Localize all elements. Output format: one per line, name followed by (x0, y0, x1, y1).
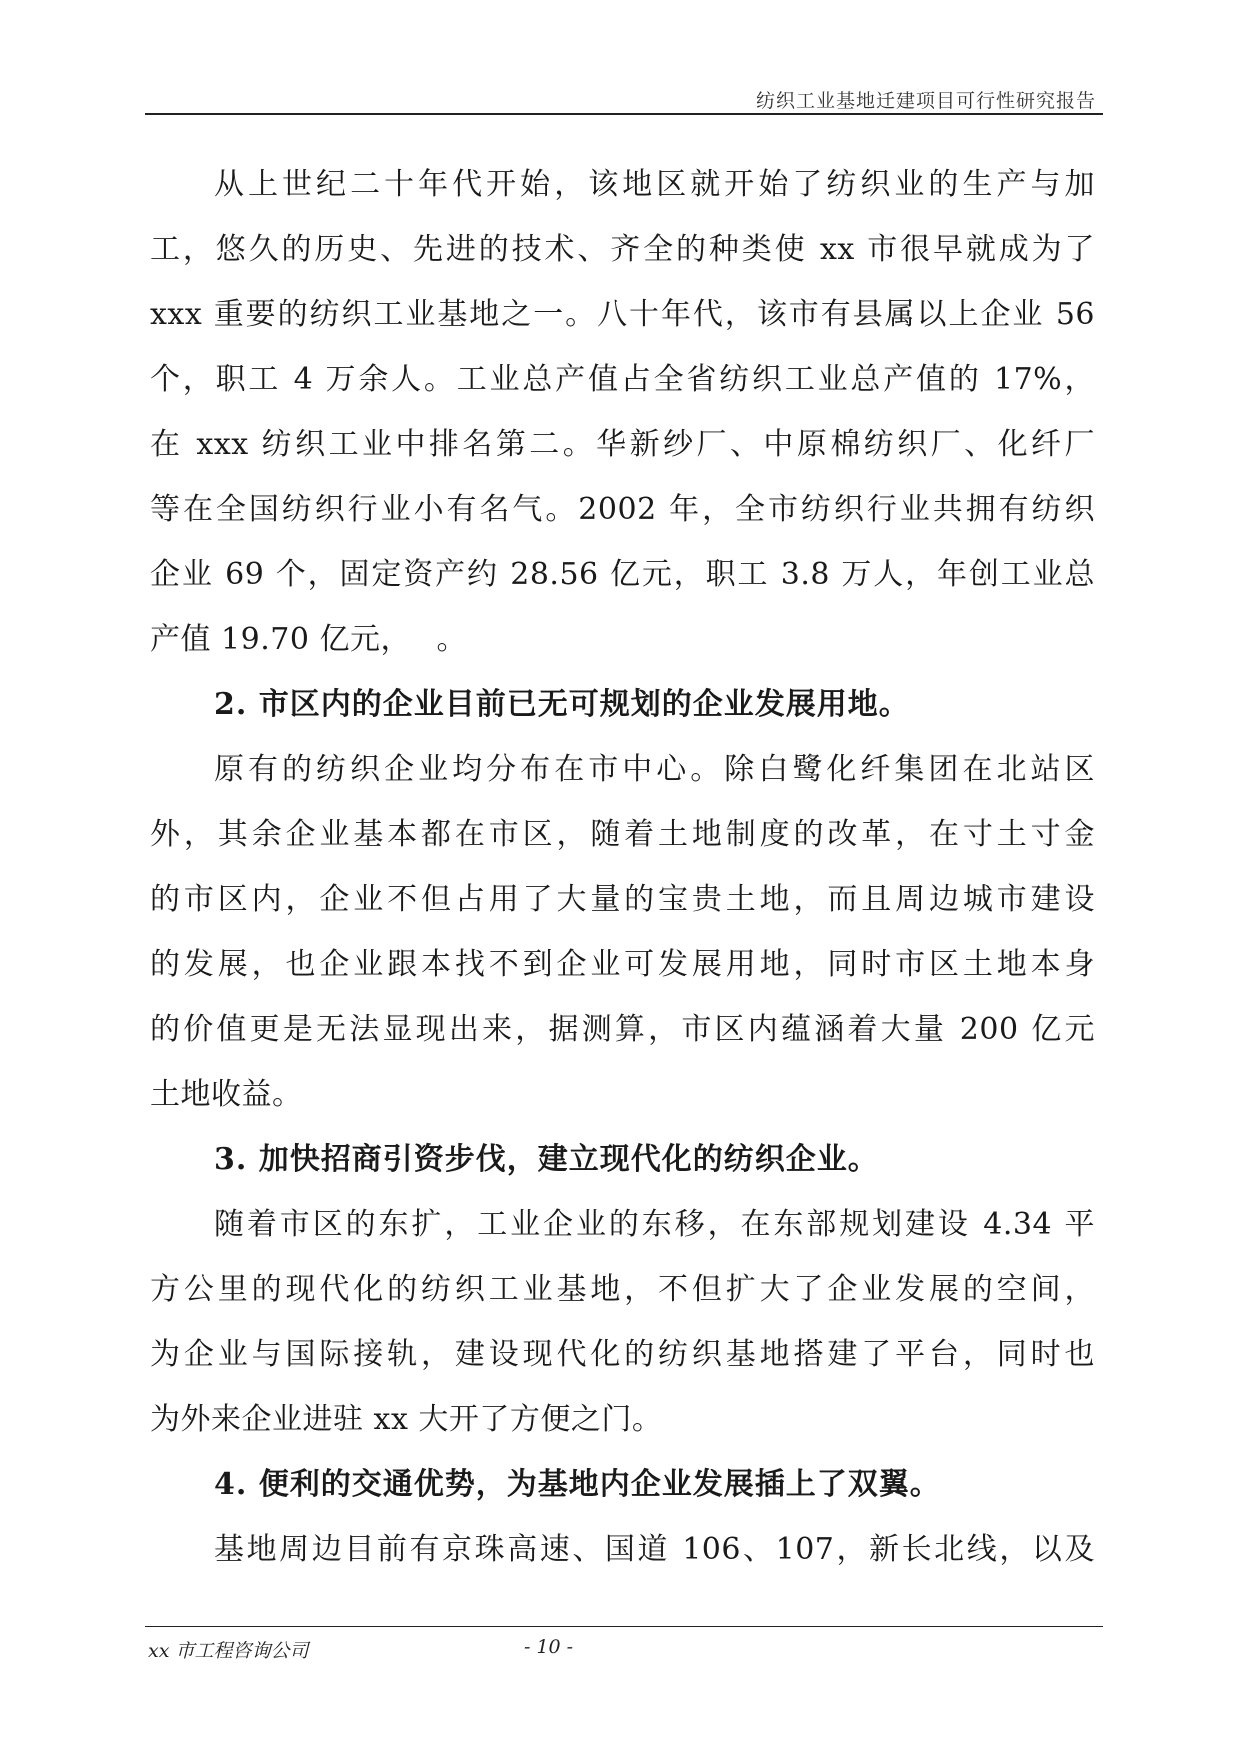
paragraph-line: 外，其余企业基本都在市区，随着土地制度的改革，在寸土寸金 (150, 817, 1095, 852)
footer-company: xx 市工程咨询公司 (148, 1640, 309, 1662)
paragraph-line: 的价值更是无法显现出来，据测算，市区内蕴涵着大量 200 亿元 (150, 1012, 1095, 1047)
paragraph-line: 企业 69 个，固定资产约 28.56 亿元，职工 3.8 万人，年创工业总 (150, 557, 1095, 592)
paragraph-line: 方公里的现代化的纺织工业基地，不但扩大了企业发展的空间， (150, 1272, 1095, 1307)
page-body (150, 152, 1095, 1582)
paragraph-line: 产值 19.70 亿元， 。 (150, 622, 467, 657)
paragraph-line: 的发展，也企业跟本找不到企业可发展用地，同时市区土地本身 (150, 947, 1095, 982)
footer-divider (145, 1626, 1103, 1627)
paragraph-line: xxx 重要的纺织工业基地之一。八十年代，该市有县属以上企业 56 (150, 297, 1095, 332)
paragraph-line: 工，悠久的历史、先进的技术、齐全的种类使 xx 市很早就成为了 (150, 232, 1095, 267)
paragraph-line: 等在全国纺织行业小有名气。2002 年，全市纺织行业共拥有纺织 (150, 492, 1095, 527)
paragraph-line: 的市区内，企业不但占用了大量的宝贵土地，而且周边城市建设 (150, 882, 1095, 917)
paragraph-line: 随着市区的东扩，工业企业的东移，在东部规划建设 4.34 平 (214, 1207, 1095, 1242)
paragraph-line: 土地收益。 (150, 1077, 303, 1112)
paragraph-transport (150, 1517, 1095, 1582)
header-divider (145, 113, 1103, 115)
header-title: 纺织工业基地迁建项目可行性研究报告 (755, 90, 1096, 112)
paragraph-land (150, 737, 1095, 1127)
paragraph-line: 基地周边目前有京珠高速、国道 106、107，新长北线，以及 (214, 1532, 1095, 1567)
paragraph-line: 为外来企业进驻 xx 大开了方便之门。 (150, 1402, 663, 1437)
section-heading-3: 3. 加快招商引资步伐，建立现代化的纺织企业。 (214, 1142, 879, 1177)
paragraph-line: 在 xxx 纺织工业中排名第二。华新纱厂、中原棉纺织厂、化纤厂 (150, 427, 1095, 462)
page-number: - 10 - (524, 1636, 574, 1658)
paragraph-investment (150, 1192, 1095, 1452)
section-heading-4: 4. 便利的交通优势，为基地内企业发展插上了双翼。 (214, 1467, 941, 1502)
paragraph-line: 个，职工 4 万余人。工业总产值占全省纺织工业总产值的 17%， (150, 362, 1095, 397)
paragraph-line: 从上世纪二十年代开始，该地区就开始了纺织业的生产与加 (214, 167, 1095, 202)
paragraph-line: 原有的纺织企业均分布在市中心。除白鹭化纤集团在北站区 (214, 752, 1095, 787)
paragraph-history (150, 152, 1095, 672)
paragraph-line: 为企业与国际接轨，建设现代化的纺织基地搭建了平台，同时也 (150, 1337, 1095, 1372)
section-heading-2: 2. 市区内的企业目前已无可规划的企业发展用地。 (214, 687, 910, 722)
